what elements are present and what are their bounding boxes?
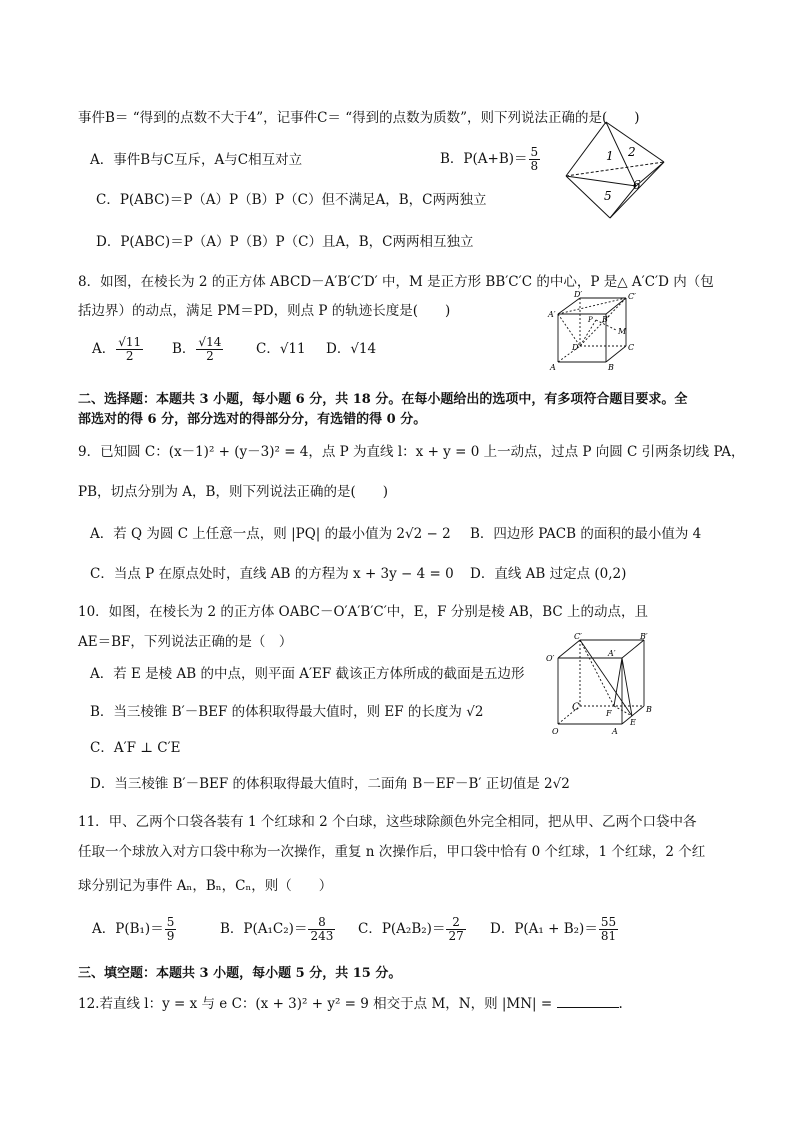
cube-abcd-figure	[546, 290, 646, 378]
cube10-label-aprime: A′	[608, 649, 616, 658]
cube8-label-b: B	[608, 363, 614, 372]
section-3-heading: 三、填空题：本题共 3 小题，每小题 5 分，共 15 分。	[78, 966, 402, 981]
cube10-label-f: F	[606, 709, 612, 718]
q7-option-a: A．事件B与C互斥，A与C相互对立	[90, 152, 303, 168]
q11-option-d-label: D．P(A₁ + B₂)＝	[490, 921, 598, 937]
q9-option-a: A．若 Q 为圆 C 上任意一点，则 |PQ| 的最小值为 2√2 − 2	[90, 526, 451, 542]
q8-option-a	[92, 332, 144, 366]
octahedron-figure	[560, 120, 670, 220]
q8-option-b-label: B．	[172, 341, 196, 357]
fraction-numerator: 5	[166, 915, 175, 929]
cube10-label-e: E	[630, 718, 636, 727]
q11-line-1: 11．甲、乙两个口袋各装有 1 个红球和 2 个白球，这些球除颜色外完全相同，把从甲、乙两个口袋中各	[78, 814, 697, 830]
cube10-label-o: O	[552, 727, 559, 736]
q11-option-d	[490, 912, 619, 946]
q9-option-d: D．直线 AB 过定点 (0,2)	[470, 566, 627, 582]
q11-line-3: 球分别记为事件 Aₙ，Bₙ，Cₙ，则（ ）	[78, 878, 333, 894]
q8-option-a-fraction	[116, 336, 143, 363]
cube10-label-bprime: B′	[640, 632, 648, 641]
octa-label-1: 1	[606, 149, 614, 163]
fraction-numerator: √14	[198, 335, 222, 349]
q12-line	[78, 994, 623, 1014]
fraction-numerator: 2	[446, 916, 465, 930]
q10-option-d: D．当三棱锥 B′－BEF 的体积取得最大值时，二面角 B－EF－B′ 正切值是 2√2	[90, 776, 570, 792]
q11-option-b-label: B．P(A₁C₂)＝	[220, 921, 308, 937]
fraction-denominator: 8	[530, 159, 539, 173]
cube8-label-m: M	[618, 327, 627, 336]
q11-option-c-label: C．P(A₂B₂)＝	[358, 921, 446, 937]
q8-option-b	[172, 332, 224, 366]
fraction-numerator: 8	[308, 916, 335, 930]
q8-option-c: C．√11	[256, 341, 306, 357]
q10-option-b: B．当三棱锥 B′－BEF 的体积取得最大值时，则 EF 的长度为 √2	[90, 704, 484, 720]
q10-option-c: C．A′F ⊥ C′E	[90, 740, 181, 756]
q9-option-c: C．当点 P 在原点处时，直线 AB 的方程为 x + 3y − 4 = 0	[90, 566, 454, 582]
cube-oabc-figure	[544, 632, 656, 738]
q9-option-b: B．四边形 PACB 的面积的最小值为 4	[470, 526, 702, 542]
cube8-label-c: C	[628, 343, 635, 352]
q7-option-b-label: B．P(A+B)＝	[440, 151, 528, 167]
cube8-label-cprime: C′	[628, 292, 636, 301]
q8-option-a-label: A．	[92, 341, 116, 357]
q10-option-a: A．若 E 是棱 AB 的中点，则平面 A′EF 截该正方体所成的截面是五边形	[90, 666, 525, 682]
cube10-label-b: B	[646, 705, 652, 714]
section-2-heading-line-1: 二、选择题：本题共 3 小题，每小题 6 分，共 18 分。在每小题给出的选项中，有多项符合题目要求。全	[78, 392, 688, 407]
fraction-numerator: 5	[530, 145, 539, 159]
cube10-label-a: A	[612, 727, 618, 736]
q10-line-1: 10．如图，在棱长为 2 的正方体 OABC－O′A′B′C′中，E，F 分别是棱 AB，BC 上的动点，且	[78, 604, 649, 620]
q9-line-2: PB，切点分别为 A，B，则下列说法正确的是( )	[78, 484, 388, 500]
fraction-denominator: 9	[166, 929, 175, 943]
octa-label-5: 5	[604, 189, 612, 203]
q7-option-d: D．P(ABC)＝P（A）P（B）P（C）且A，B，C两两相互独立	[96, 234, 474, 250]
q7-option-c: C．P(ABC)＝P（A）P（B）P（C）但不满足A，B，C两两独立	[96, 192, 487, 208]
fraction-denominator: 81	[600, 929, 617, 943]
cube8-label-dprime: D′	[574, 290, 583, 299]
q11-option-b-fraction	[308, 916, 335, 943]
q11-option-c	[358, 912, 467, 946]
q11-option-a-fraction	[165, 916, 177, 943]
q11-option-c-fraction	[446, 916, 465, 943]
q11-line-2: 任取一个球放入对方口袋中称为一次操作，重复 n 次操作后，甲口袋中恰有 0 个红球，1 个红球，2 个红	[78, 844, 706, 860]
q12-text: 12.若直线 l：y = x 与 e C：(x + 3)² + y² = 9 相交于点 M，N，则 |MN| =	[78, 996, 557, 1012]
fraction-denominator: 243	[310, 929, 334, 943]
q8-option-b-fraction	[196, 336, 223, 363]
cube10-label-cprime: C′	[574, 632, 582, 641]
q7-stem: 事件B＝ “得到的点数不大于4”，记事件C＝ “得到的点数为质数”，则下列说法正确的是( )	[78, 110, 640, 126]
fraction-denominator: 2	[206, 349, 214, 363]
fraction-numerator: 55	[600, 915, 617, 929]
q11-option-b	[220, 912, 336, 946]
q8-option-d: D．√14	[326, 341, 377, 357]
cube8-label-aprime: A′	[548, 310, 556, 319]
cube8-label-p: P	[588, 316, 593, 324]
q8-line-1: 8．如图，在棱长为 2 的正方体 ABCD－A′B′C′D′ 中，M 是正方形 BB′C′C 的中心，P 是△ A′C′D 内（包	[78, 274, 714, 290]
cube10-label-c: C	[572, 702, 580, 713]
cube8-label-bprime: B′	[602, 315, 610, 324]
q8-line-2: 括边界）的动点，满足 PM＝PD，则点 P 的轨迹长度是( )	[78, 303, 451, 319]
fraction-numerator: √11	[118, 335, 142, 349]
fraction-denominator: 27	[448, 929, 464, 943]
q12-answer-blank[interactable]	[557, 995, 619, 1008]
q11-option-a-label: A．P(B₁)＝	[92, 921, 164, 937]
fraction-denominator: 2	[125, 349, 134, 363]
q10-line-2: AE＝BF，下列说法正确的是（ ）	[78, 634, 293, 650]
octa-label-2: 2	[628, 145, 636, 159]
q9-line-1: 9．已知圆 C：(x－1)² + (y－3)² = 4，点 P 为直线 l：x + y = 0 上一动点，过点 P 向圆 C 引两条切线 PA，	[78, 444, 745, 460]
q12-end: .	[618, 996, 623, 1012]
section-2-heading-line-2: 部选对的得 6 分，部分选对的得部分分，有选错的得 0 分。	[78, 412, 427, 427]
q11-option-d-fraction	[599, 916, 618, 943]
cube8-label-a: A	[550, 363, 556, 372]
octa-label-6: 6	[633, 178, 641, 192]
q11-option-a	[92, 912, 177, 946]
q7-option-b	[440, 144, 541, 174]
cube8-label-d: D	[572, 343, 579, 352]
q7-option-b-fraction	[529, 146, 541, 173]
cube10-label-oprime: O′	[546, 654, 555, 663]
